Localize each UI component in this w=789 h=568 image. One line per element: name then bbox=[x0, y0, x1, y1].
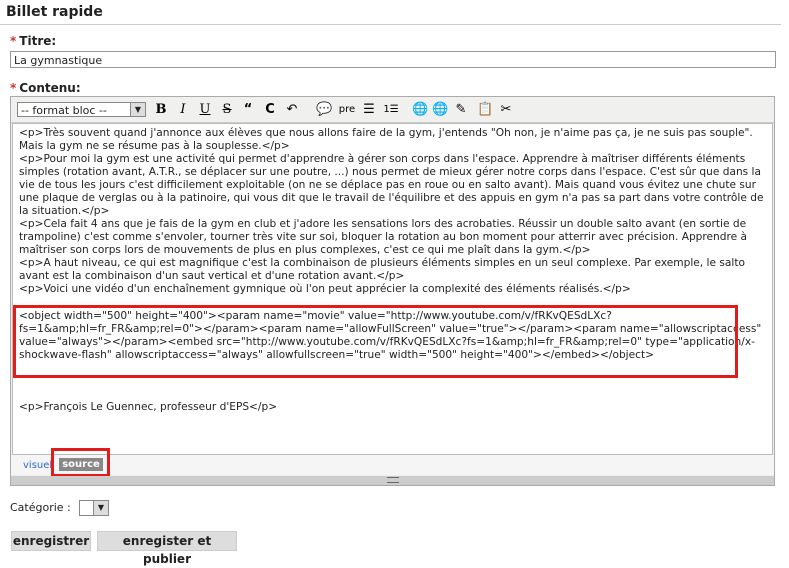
resize-handle[interactable] bbox=[11, 476, 774, 485]
editor-toolbar bbox=[11, 97, 774, 123]
contenu-label-text: Contenu: bbox=[19, 81, 81, 95]
comment-icon[interactable]: 💬 bbox=[316, 102, 333, 117]
link-icon[interactable]: 🌐 bbox=[412, 102, 429, 117]
content-editor bbox=[10, 96, 775, 486]
undo-icon[interactable]: ↶ bbox=[286, 102, 298, 117]
title-divider bbox=[0, 24, 781, 25]
unordered-list-icon[interactable]: ☰ bbox=[363, 102, 375, 117]
categorie-select[interactable] bbox=[79, 500, 109, 516]
source-paragraph: <p>Très souvent quand j'annonce aux élèves que nous allons faire de la gym, j'entends "Oh non, je n'aime pas ça, je ne suis pas souple". Mais la gym ne se résume pas à la souplesse.</p> bbox=[19, 127, 757, 153]
titre-label-text: Titre: bbox=[19, 34, 57, 48]
format-block-select[interactable] bbox=[17, 102, 146, 117]
underline-button[interactable]: U bbox=[199, 102, 211, 117]
source-textarea[interactable] bbox=[12, 123, 773, 455]
editor-mode-tabs bbox=[11, 455, 774, 475]
source-paragraph: <p>Pour moi la gym est une activité qui permet d'apprendre à gérer son corps dans l'espace. Apprendre à maîtriser différents éléments simples (rotation avant, A.T.R., se déplacer sur une poutre, ...) nous permet de mieux gérer notre corps dans l'espace. C'est sûr que dans la vie de tous les jours c'est difficilement exploitable (on ne se déplace pas en roue ou en salto avant). Mais quand vous évitez une chute sur une plaque de verglas ou à la patinoire, qui vous dit que le travail de l'équilibre et des appuis en gym n'a pas sa part dans votre contrôle de la situation.</p> bbox=[19, 153, 767, 218]
code-button[interactable]: C bbox=[265, 102, 275, 117]
tab-source[interactable]: source bbox=[59, 458, 103, 471]
unlink-icon[interactable]: 🌐 bbox=[432, 102, 449, 117]
clean-icon[interactable]: ✎ bbox=[455, 102, 467, 117]
contenu-label bbox=[10, 81, 81, 95]
titre-input[interactable]: La gymnastique bbox=[10, 51, 776, 68]
save-button[interactable]: enregistrer bbox=[11, 531, 91, 551]
media-icon[interactable]: ✂ bbox=[500, 102, 512, 117]
source-paragraph: <p>Cela fait 4 ans que je fais de la gym en club et j'adore les sensations lors des acrobaties. Réussir un double salto avant (en sortie de trampoline) c'est comme s'envoler, tourner très vite sur soi, bloquer la rotation au bon moment pour atterrir avec précision. Apprendre à maîtriser son corps lors de mouvements de plus en plus complexes, c'est ce qui me plaît dans la gym.</p> bbox=[19, 218, 751, 257]
source-paragraph: <p>A haut niveau, ce qui est magnifique c'est la combinaison de plusieurs éléments simples en un seul complexe. Par exemple, le salto avant est la combinaison d'un saut vertical et d'une rotation avant.</p> bbox=[19, 257, 749, 283]
page-title: Billet rapide bbox=[6, 4, 103, 20]
categorie-label: Catégorie : bbox=[10, 501, 71, 514]
strikethrough-button[interactable]: S bbox=[222, 102, 232, 117]
format-block-value: -- format bloc -- bbox=[21, 104, 107, 117]
tab-visual[interactable]: visuel bbox=[23, 460, 53, 471]
embed-code: <object width="500" height="400"><param name="movie" value="http://www.youtube.com/v/fRKvQESdLXc?fs=1&amp;hl=fr_FR&amp;rel=0"></param><param name="allowFullScreen" value="true"></param><param name="allowscriptaccess" value="always"></param><embed src="http://www.youtube.com/v/fRKvQESdLXc?fs=1&amp;hl=fr_FR&amp;rel=0" type="application/x-shockwave-flash" allowscriptaccess="always" allowfullscreen="true" width="500" height="400"></embed></object> bbox=[19, 310, 765, 362]
paste-icon[interactable]: 📋 bbox=[477, 102, 494, 117]
source-paragraph: <p>Voici une vidéo d'un enchaînement gymnique où l'on peut apprécier la complexité des éléments réalisés.</p> bbox=[19, 283, 631, 295]
bold-button[interactable]: B bbox=[155, 102, 167, 117]
source-tab-highlight-box bbox=[51, 448, 110, 477]
quote-button[interactable]: “ bbox=[243, 102, 253, 117]
required-marker: * bbox=[10, 34, 17, 48]
embed-highlight-box bbox=[13, 305, 738, 378]
chevron-down-icon: ▼ bbox=[130, 103, 145, 116]
preformatted-button[interactable]: pre bbox=[338, 104, 356, 115]
signature-paragraph: <p>François Le Guennec, professeur d'EPS</p> bbox=[19, 401, 278, 413]
grip-icon bbox=[387, 477, 399, 483]
titre-label bbox=[10, 34, 56, 48]
ordered-list-icon[interactable]: 1☰ bbox=[383, 104, 399, 115]
chevron-down-icon: ▼ bbox=[93, 501, 108, 515]
italic-button[interactable]: I bbox=[180, 102, 186, 117]
save-publish-button[interactable]: enregister et publier bbox=[97, 531, 237, 551]
required-marker: * bbox=[10, 81, 17, 95]
